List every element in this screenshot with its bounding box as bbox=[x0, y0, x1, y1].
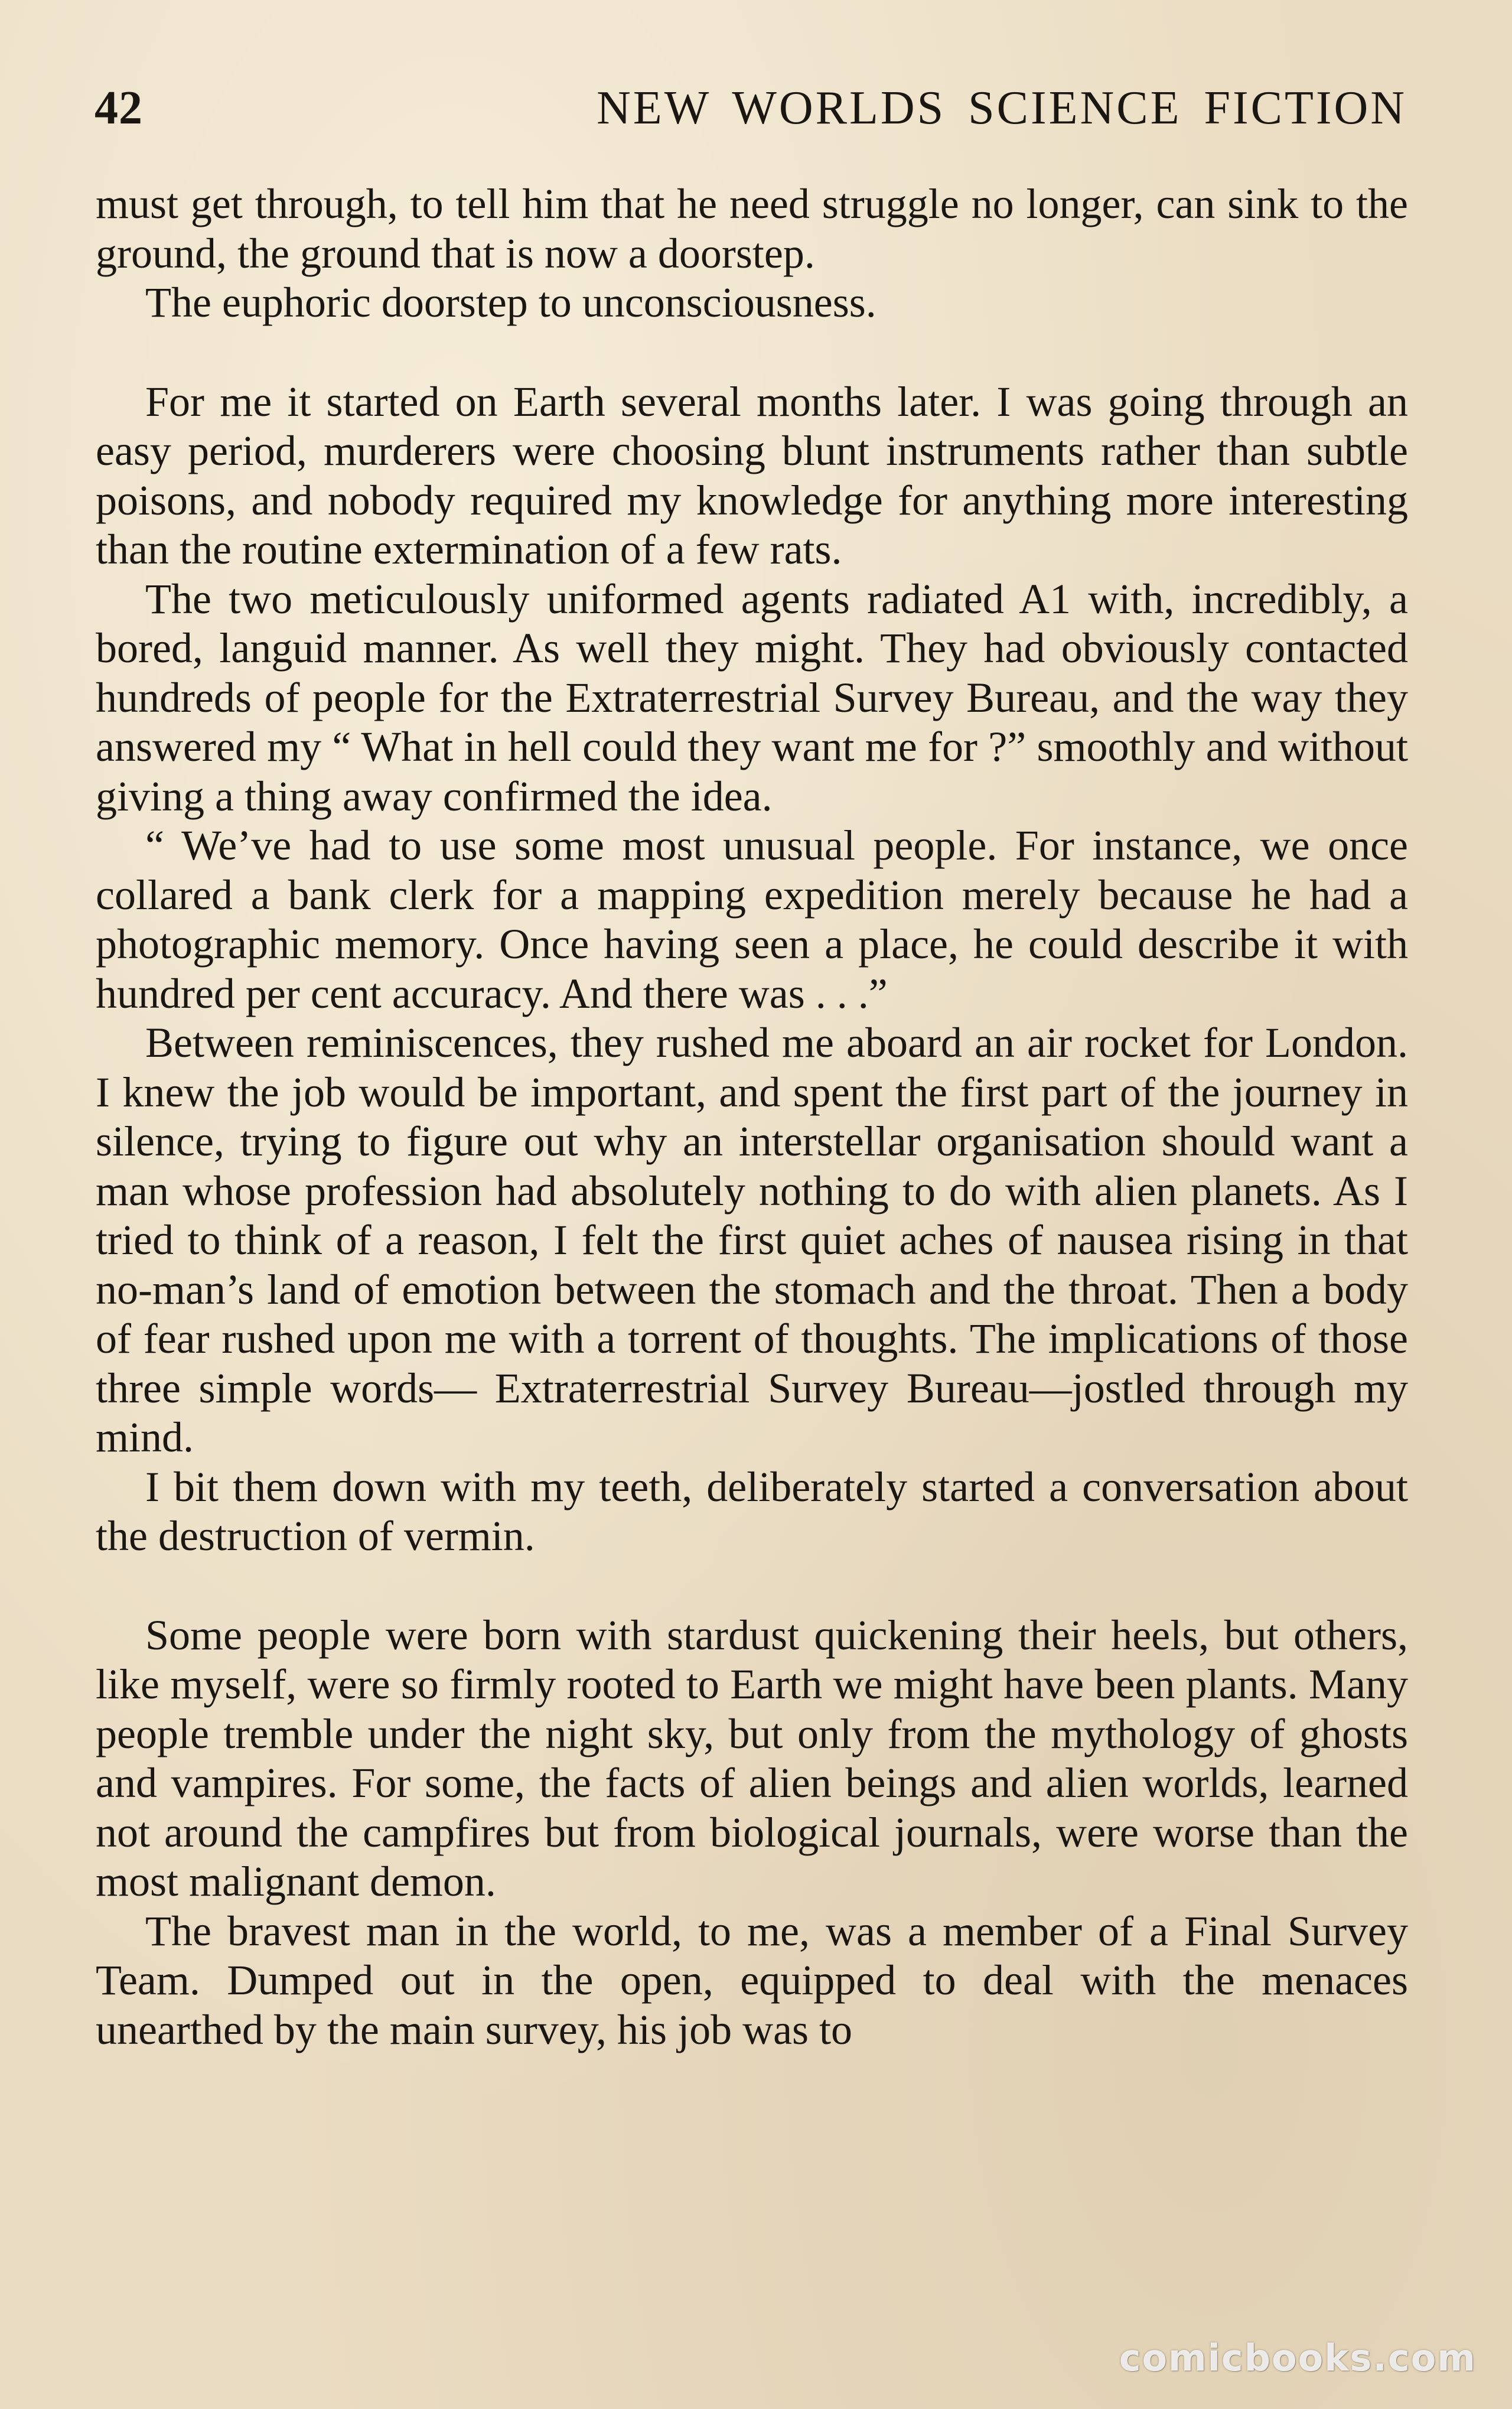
running-head: NEW WORLDS SCIENCE FICTION bbox=[597, 82, 1407, 134]
paragraph-5: “ We’ve had to use some most unusual people. For instance, we once collared a bank clerk for a mapping expedition merely because he had a photographic memory. Once having seen a place, he could describe it with hundred per cent accuracy. And there was . . .” bbox=[96, 822, 1408, 1017]
paragraph-7: I bit them down with my teeth, deliberately started a conversation about the destruction of vermin. bbox=[96, 1463, 1408, 1560]
paragraph-3: For me it started on Earth several months later. I was going through an easy period, murderers were choosing blunt instruments rather than subtle poisons, and nobody required my knowledge for anything more interesting than the routine extermination of a few rats. bbox=[96, 377, 1408, 573]
body-text bbox=[96, 180, 1408, 2055]
watermark-logo: comicbooks.com bbox=[1119, 2336, 1477, 2379]
paragraph-9: The bravest man in the world, to me, was a member of a Final Survey Team. Dumped out in the open, equipped to deal with the menaces unearthed by the main survey, his job was to bbox=[96, 1907, 1408, 2053]
page-header bbox=[94, 76, 1407, 141]
paragraph-4: The two meticulously uniformed agents radiated A1 with, incredibly, a bored, languid manner. As well they might. They had obviously contacted hundreds of people for the Extraterrestrial Survey Bureau, and the way they answered my “ What in hell could they want me for ?” smoothly and without giving a thing away confirmed the idea. bbox=[96, 575, 1408, 820]
paragraph-2: The euphoric doorstep to unconsciousness. bbox=[145, 279, 876, 326]
paragraph-1: must get through, to tell him that he need struggle no longer, can sink to the ground, the ground that is now a doorstep. bbox=[96, 180, 1408, 277]
page-number: 42 bbox=[94, 82, 143, 134]
paragraph-8: Some people were born with stardust quickening their heels, but others, like myself, were so firmly rooted to Earth we might have been plants. Many people tremble under the night sky, but only from the mythology of ghosts and vampires. For some, the facts of alien beings and alien worlds, learned not around the campfires but from biological journals, were worse than the most malignant demon. bbox=[96, 1611, 1408, 1905]
paragraph-6: Between reminiscences, they rushed me aboard an air rocket for London. I knew the job would be important, and spent the first part of the journey in silence, trying to figure out why an interstellar organisation should want a man whose profession had absolutely nothing to do with alien planets. As I tried to think of a reason, I felt the first quiet aches of nausea rising in that no-man’s land of emotion between the stomach and the throat. Then a body of fear rushed upon me with a torrent of thoughts. The implications of those three simple words— Extraterrestrial Survey Bureau—jostled through my mind. bbox=[96, 1019, 1408, 1461]
